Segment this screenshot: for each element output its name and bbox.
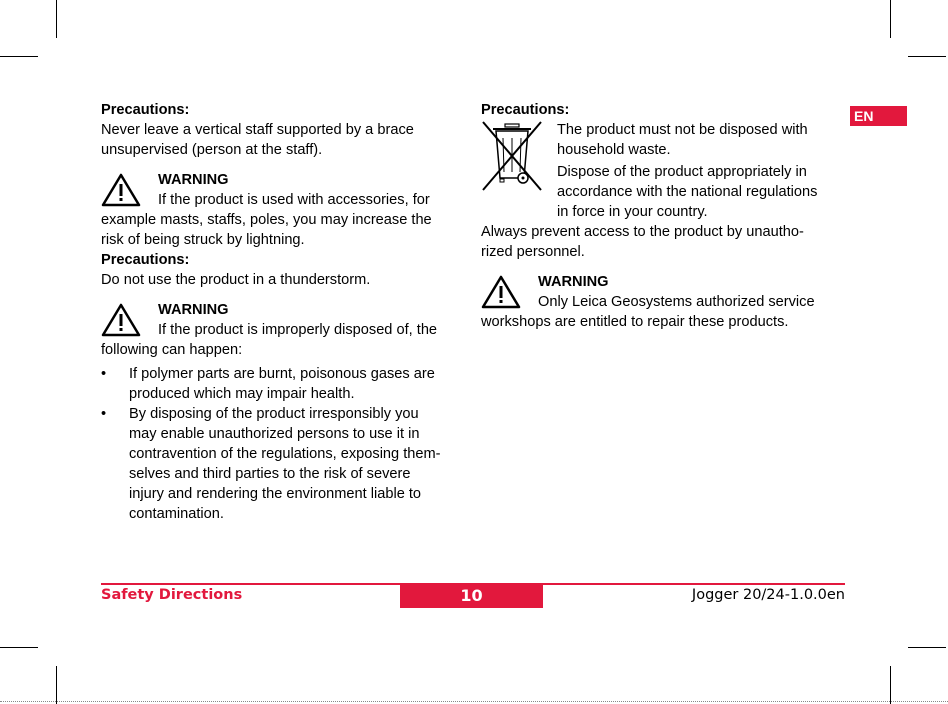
text-line: If the product is improperly disposed of, the: [158, 322, 438, 338]
crop-mark: [890, 0, 891, 38]
precautions-heading: Precautions:: [101, 252, 190, 268]
warning-block: [101, 300, 466, 360]
bullet-symbol: •: [101, 366, 107, 382]
left-column: [101, 100, 466, 524]
text-line: household waste.: [557, 142, 671, 158]
text-line: example masts, staffs, poles, you may increase the: [101, 212, 432, 228]
warning-triangle-icon: [481, 275, 521, 309]
text-line: Dispose of the product appropriately in: [557, 164, 807, 180]
crop-mark: [908, 56, 946, 57]
warning-triangle-icon: [101, 303, 141, 337]
crop-mark: [0, 56, 38, 57]
bullet-list: [101, 364, 466, 524]
text-line: If the product is used with accessories, for: [158, 192, 430, 208]
text-line: workshops are entitled to repair these products.: [481, 314, 789, 330]
text-line: injury and rendering the environment liable to: [129, 486, 422, 502]
crop-mark: [56, 666, 57, 704]
bottom-dotted-edge: [0, 701, 948, 702]
bullet-symbol: •: [101, 406, 107, 422]
footer-document-id: Jogger 20/24-1.0.0en: [691, 587, 845, 603]
footer-section-title: Safety Directions: [101, 587, 243, 603]
text-line: selves and third parties to the risk of severe: [129, 466, 411, 482]
page-number: 10: [400, 585, 543, 608]
disposal-block: [481, 120, 846, 222]
crop-mark: [56, 0, 57, 38]
text-line: rized personnel.: [481, 244, 585, 260]
text-line: risk of being struck by lightning.: [101, 232, 305, 248]
list-item: [101, 404, 466, 524]
text-line: in force in your country.: [557, 204, 708, 220]
precautions-heading: Precautions:: [481, 102, 570, 118]
text-line: following can happen:: [101, 342, 243, 358]
warning-block: [481, 272, 846, 332]
warning-title: WARNING: [538, 274, 609, 290]
text-line: accordance with the national regulations: [557, 184, 818, 200]
crop-mark: [0, 647, 38, 648]
text-line: The product must not be disposed with: [557, 122, 808, 138]
text-line: produced which may impair health.: [129, 386, 355, 402]
text-line: contamination.: [129, 506, 224, 522]
warning-title: WARNING: [158, 302, 229, 318]
crop-mark: [890, 666, 891, 704]
text-line: Only Leica Geosystems authorized service: [538, 294, 815, 310]
text-line: may enable unauthorized persons to use it in: [129, 426, 420, 442]
warning-block: [101, 170, 466, 250]
right-column: [481, 100, 846, 332]
text-line: If polymer parts are burnt, poisonous gases are: [129, 366, 435, 382]
text-line: Always prevent access to the product by unautho-: [481, 224, 804, 240]
text-line: contravention of the regulations, exposing them-: [129, 446, 441, 462]
language-tab: EN: [850, 106, 907, 126]
warning-title: WARNING: [158, 172, 229, 188]
crop-mark: [908, 647, 946, 648]
warning-triangle-icon: [101, 173, 141, 207]
crossed-wheelie-bin-icon: [481, 120, 543, 194]
precaution-text: [101, 120, 466, 160]
text-line: Never leave a vertical staff supported by a brace: [101, 122, 414, 138]
list-item: [101, 364, 466, 404]
text-line: unsupervised (person at the staff).: [101, 142, 323, 158]
precautions-heading: Precautions:: [101, 102, 190, 118]
text-line: By disposing of the product irresponsibly you: [129, 406, 419, 422]
text-line: Do not use the product in a thunderstorm.: [101, 272, 371, 288]
